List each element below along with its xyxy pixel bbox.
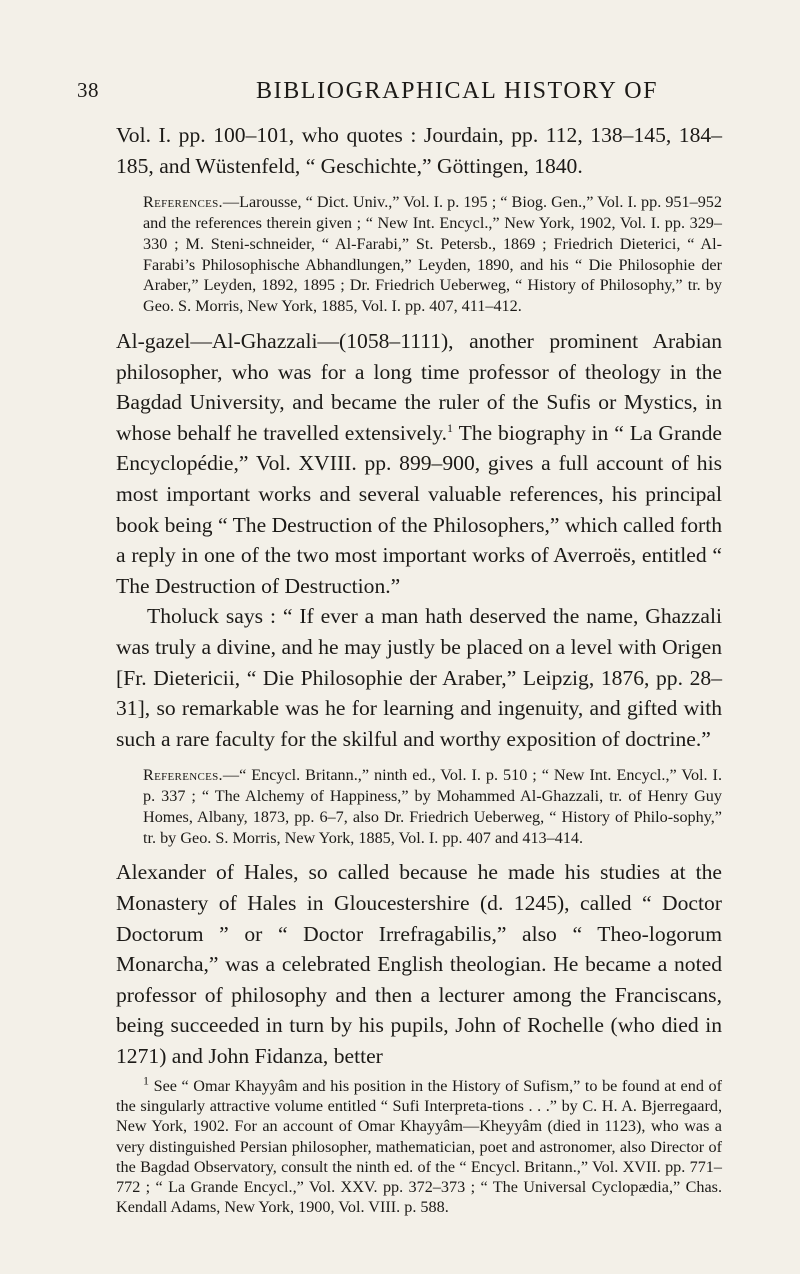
references-label: References. <box>143 193 223 212</box>
page-header <box>0 78 800 108</box>
references-label: References. <box>143 766 223 785</box>
paragraph-al-farabi-end: Vol. I. pp. 100–101, who quotes : Jourdain, pp. 112, 138–145, 184–185, and Wüstenfeld, “ Geschichte,” Göttingen, 1840. <box>116 123 722 178</box>
footnote-marker: 1 <box>143 1073 149 1088</box>
page-number: 38 <box>77 78 99 102</box>
paragraph-al-gazel <box>116 326 722 601</box>
page-body <box>116 120 722 1218</box>
footnote-1 <box>116 1073 722 1218</box>
references-al-ghazzali <box>116 765 722 848</box>
references-text: —“ Encycl. Britann.,” ninth ed., Vol. I. p. 510 ; “ New Int. Encycl.,” Vol. I. p. 337 ; “ The Alchemy of Happiness,” by Mohammed Al-Ghazzali, tr. of Henry Guy Homes, Albany, 1873, pp. 6–7, also Dr. Friedrich Ueberweg, “ History of Philo-sophy,” tr. by Geo. S. Morris, New York, 1885, Vol. I. pp. 407 and 413–414. <box>143 766 722 847</box>
footnote-ref: 1 <box>447 420 454 435</box>
references-text: —Larousse, “ Dict. Univ.,” Vol. I. p. 195 ; “ Biog. Gen.,” Vol. I. pp. 951–952 and the references therein given ; “ New Int. Encycl.,” New York, 1902, Vol. I. pp. 329–330 ; M. Steni-schneider, “ Al-Farabi,” St. Petersb., 1869 ; Friedrich Dieterici, “ Al-Farabi’s Philosophische Abhandlungen,” Leyden, 1890, and his “ Die Philosophie der Araber,” Leyden, 1892, 1895 ; Dr. Friedrich Ueberweg, “ History of Philosophy,” tr. by Geo. S. Morris, New York, 1885, Vol. I. pp. 407, 411–412. <box>143 193 722 316</box>
paragraph-tholuck: Tholuck says : “ If ever a man hath deserved the name, Ghazzali was truly a divine, and he may justly be placed on a level with Origen [Fr. Dietericii, “ Die Philosophie der Araber,” Leipzig, 1876, pp. 28–31], so remarkable was he for learning and ingenuity, and gifted with such a rare faculty for the skilful and worthy exposition of doctrine.” <box>116 604 722 751</box>
references-al-farabi <box>116 192 722 317</box>
al-gazel-text: Al-gazel—Al-Ghazzali—(1058–1111), another prominent Arabian philosopher, who was for a long time professor of theology in the Bagdad University, and became the ruler of the Sufis or Mystics, in whose behalf he travelled extensively. <box>116 328 722 445</box>
al-gazel-text-cont: The biography in “ La Grande Encyclopédie,” Vol. XVIII. pp. 899–900, gives a full account of his most important works and several valuable references, his principal book being “ The Destruction of the Philosophers,” which called forth a reply in one of the two most important works of Averroës, entitled “ The Destruction of Destruction.” <box>116 420 722 598</box>
running-head: BIBLIOGRAPHICAL HISTORY OF <box>256 78 659 104</box>
footnote-text: See “ Omar Khayyâm and his position in the History of Sufism,” to be found at end of the singularly attractive volume entitled “ Sufi Interpreta-tions . . .” by C. H. A. Bjerregaard, New York, 1902. For an account of Omar Khayyâm—Kheyyâm (died in 1123), who was a very distinguished Persian philosopher, mathematician, poet and astronomer, also Director of the Bagdad Observatory, consult the ninth ed. of the “ Encycl. Britann.,” Vol. XVII. pp. 771–772 ; “ La Grande Encycl.,” Vol. XXV. pp. 372–373 ; “ The Universal Cyclopædia,” Chas. Kendall Adams, New York, 1900, Vol. VIII. p. 588. <box>116 1076 722 1217</box>
paragraph-alexander-of-hales: Alexander of Hales, so called because he made his studies at the Monastery of Hales in Gloucestershire (d. 1245), called “ Doctor Doctorum ” or “ Doctor Irrefragabilis,” also “ Theo-logorum Monarcha,” was a celebrated English theologian. He became a noted professor of philosophy and then a lecturer among the Franciscans, being succeeded in turn by his pupils, John of Rochelle (who died in 1271) and John Fidanza, better <box>116 860 722 1069</box>
